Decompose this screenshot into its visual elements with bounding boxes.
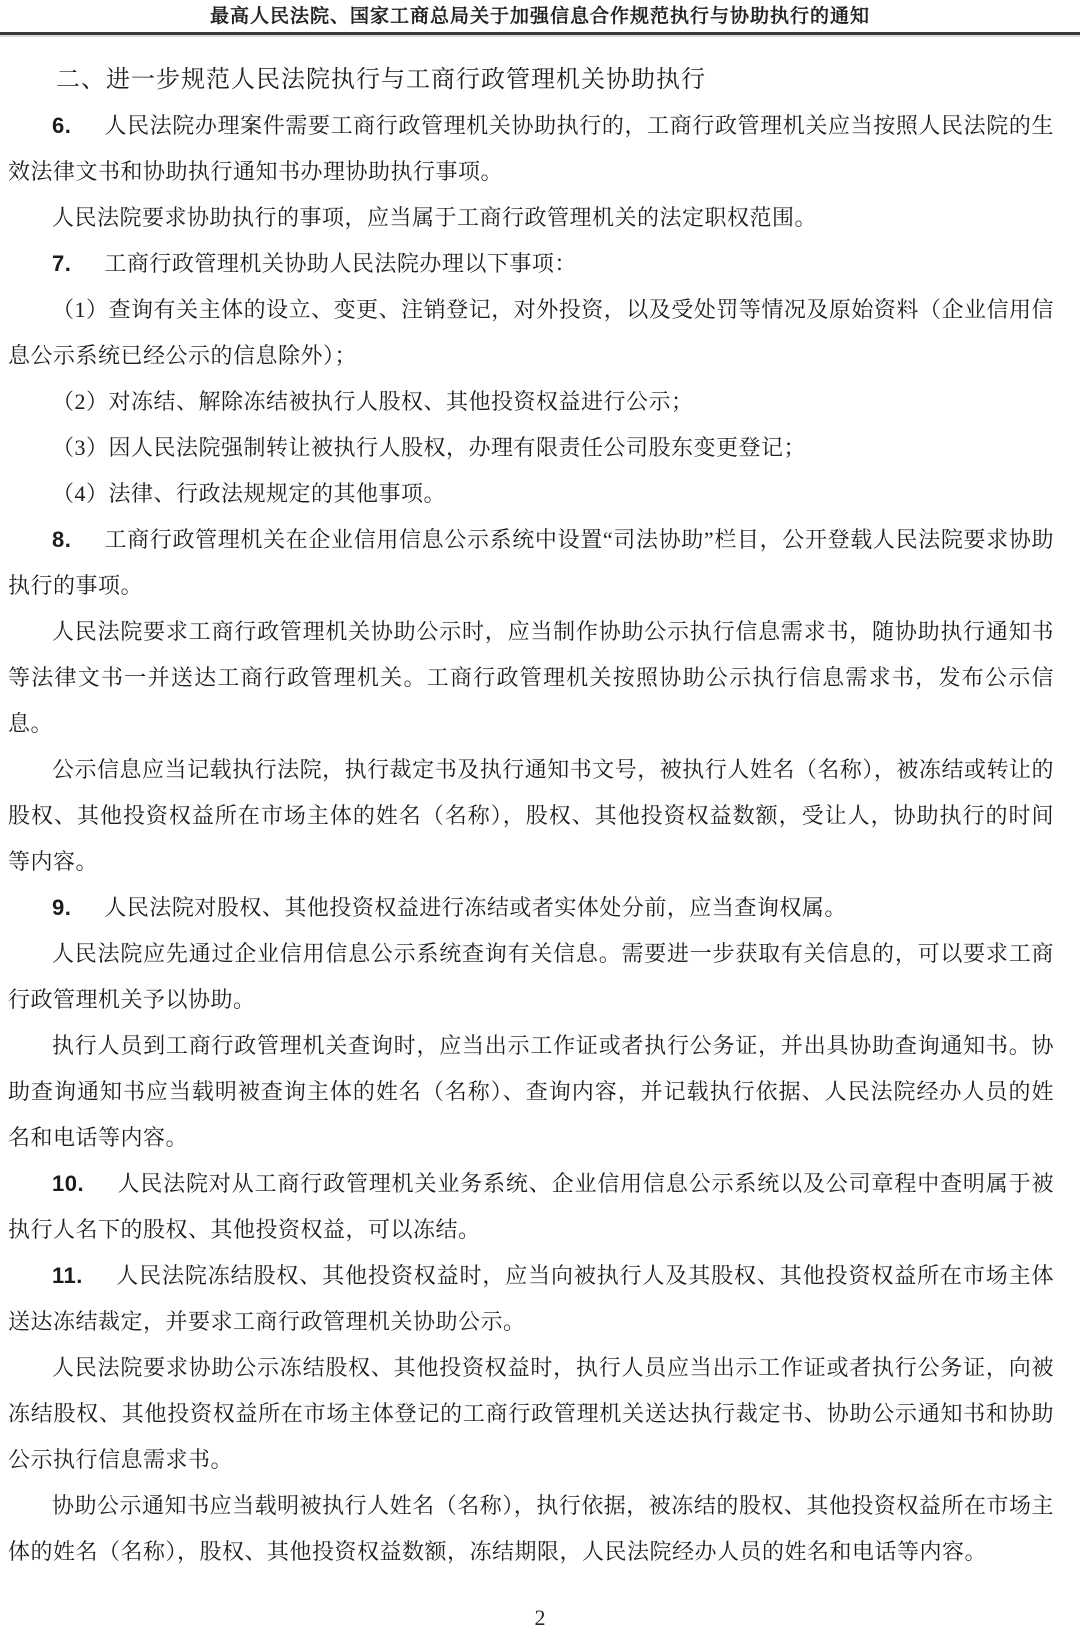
document-header-title: 最高人民法院、国家工商总局关于加强信息合作规范执行与协助执行的通知 <box>209 6 870 27</box>
paragraph <box>8 931 1054 1023</box>
page-header <box>0 0 1080 37</box>
paragraph-subitem-1 <box>8 287 1054 379</box>
paragraph-text: 执行人员到工商行政管理机关查询时，应当出示工作证或者执行公务证，并出具协助查询通知书。协助查询通知书应当载明被查询主体的姓名（名称）、查询内容，并记载执行依据、人民法院经办人员的姓名和电话等内容。 <box>8 1033 1054 1150</box>
paragraph-item-11 <box>8 1253 1054 1345</box>
page-number: 2 <box>534 1605 546 1630</box>
paragraph-text: 人民法院要求工商行政管理机关协助公示时，应当制作协助公示执行信息需求书，随协助执行通知书等法律文书一并送达工商行政管理机关。工商行政管理机关按照协助公示执行信息需求书，发布公示信息。 <box>8 619 1054 736</box>
paragraph-text: 人民法院应先通过企业信用信息公示系统查询有关信息。需要进一步获取有关信息的，可以要求工商行政管理机关予以协助。 <box>8 941 1054 1012</box>
item-number: 11. <box>52 1263 83 1288</box>
paragraph-subitem-2 <box>8 379 1054 425</box>
paragraph-text: （1）查询有关主体的设立、变更、注销登记，对外投资，以及受处罚等情况及原始资料（企业信用信息公示系统已经公示的信息除外）； <box>8 297 1054 368</box>
paragraph-text: 人民法院冻结股权、其他投资权益时，应当向被执行人及其股权、其他投资权益所在市场主体送达冻结裁定，并要求工商行政管理机关协助公示。 <box>8 1263 1054 1334</box>
item-number: 8. <box>52 527 72 552</box>
paragraph <box>8 195 1054 241</box>
paragraph-text: 人民法院对从工商行政管理机关业务系统、企业信用信息公示系统以及公司章程中查明属于被执行人名下的股权、其他投资权益，可以冻结。 <box>8 1171 1054 1242</box>
item-number: 7. <box>52 251 72 276</box>
paragraph-text: 公示信息应当记载执行法院，执行裁定书及执行通知书文号，被执行人姓名（名称），被冻结或转让的股权、其他投资权益所在市场主体的姓名（名称），股权、其他投资权益数额，受让人，协助执行的时间等内容。 <box>8 757 1054 874</box>
paragraph-item-9 <box>8 885 1054 931</box>
paragraph-text: 工商行政管理机关协助人民法院办理以下事项： <box>104 251 577 276</box>
paragraph <box>8 609 1054 747</box>
paragraph <box>8 1483 1054 1575</box>
paragraph-item-7 <box>8 241 1054 287</box>
paragraph <box>8 1345 1054 1483</box>
section-heading: 二、进一步规范人民法院执行与工商行政管理机关协助执行 <box>56 67 706 93</box>
paragraph-text: （3）因人民法院强制转让被执行人股权，办理有限责任公司股东变更登记； <box>52 435 807 460</box>
item-number: 9. <box>52 895 72 920</box>
paragraph-text: 工商行政管理机关在企业信用信息公示系统中设置“司法协助”栏目，公开登载人民法院要求协助执行的事项。 <box>8 527 1054 598</box>
paragraph-text: 人民法院要求协助执行的事项，应当属于工商行政管理机关的法定职权范围。 <box>52 205 818 230</box>
paragraph-text: （2）对冻结、解除冻结被执行人股权、其他投资权益进行公示； <box>52 389 694 414</box>
paragraph-subitem-3 <box>8 425 1054 471</box>
item-number: 6. <box>52 113 72 138</box>
paragraph <box>8 747 1054 885</box>
paragraph-text: 人民法院办理案件需要工商行政管理机关协助执行的，工商行政管理机关应当按照人民法院的生效法律文书和协助执行通知书办理协助执行事项。 <box>8 113 1054 184</box>
paragraph-text: 人民法院对股权、其他投资权益进行冻结或者实体处分前，应当查询权属。 <box>104 895 847 920</box>
page-footer <box>0 1605 1080 1631</box>
document-body <box>0 37 1080 1575</box>
paragraph-item-10 <box>8 1161 1054 1253</box>
paragraph-item-8 <box>8 517 1054 609</box>
paragraph-text: 协助公示通知书应当载明被执行人姓名（名称），执行依据，被冻结的股权、其他投资权益所在市场主体的姓名（名称），股权、其他投资权益数额，冻结期限，人民法院经办人员的姓名和电话等内容。 <box>8 1493 1054 1564</box>
paragraph-subitem-4 <box>8 471 1054 517</box>
item-number: 10. <box>52 1171 85 1196</box>
paragraph-text: （4）法律、行政法规规定的其他事项。 <box>52 481 447 506</box>
paragraph-item-6 <box>8 103 1054 195</box>
paragraph-text: 人民法院要求协助公示冻结股权、其他投资权益时，执行人员应当出示工作证或者执行公务证，向被冻结股权、其他投资权益所在市场主体登记的工商行政管理机关送达执行裁定书、协助公示通知书和协助公示执行信息需求书。 <box>8 1355 1054 1472</box>
paragraph <box>8 1023 1054 1161</box>
